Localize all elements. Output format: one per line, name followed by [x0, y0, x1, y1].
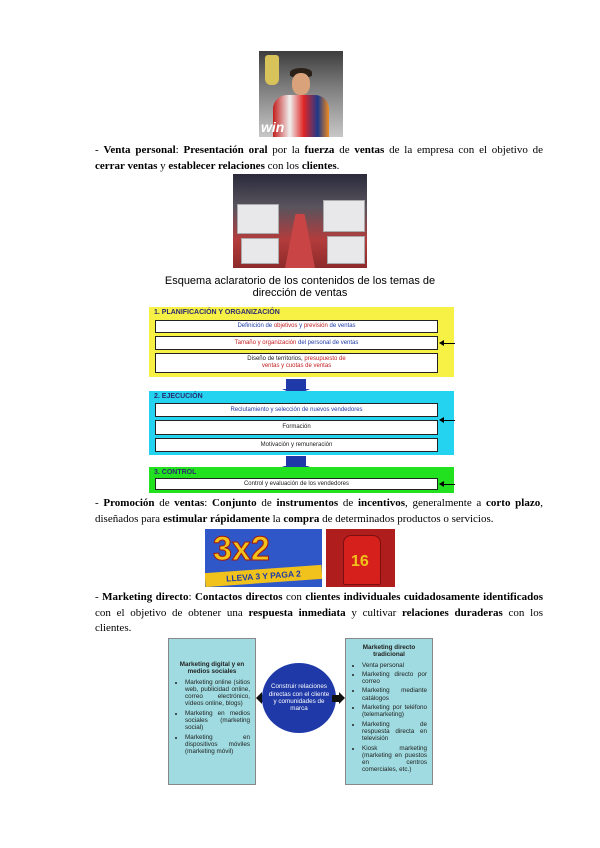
shirt-number: 16	[351, 553, 369, 570]
feedback-arrow	[443, 484, 455, 485]
list-item: • Venta personal	[362, 662, 427, 669]
marketing-digital-title: Marketing digital y en medios sociales	[179, 661, 245, 676]
marketing-directo-paragraph: - Marketing directo: Contactos directos con clientes individuales cuidadosamente identificados con el objetivo de obtener una respuesta inmediata y cultivar relaciones duraderas con los clientes.	[95, 591, 543, 634]
down-arrow-icon	[286, 379, 306, 389]
marketing-digital-box	[168, 638, 256, 785]
objetivos-box: Definición de objetivos y previsión de ventas	[155, 320, 438, 333]
list-item: • Marketing en dispositivos móviles (marketing móvil)	[185, 734, 250, 756]
diagram-title: Esquema aclaratorio de los contenidos de los temas de dirección de ventas	[164, 275, 436, 299]
formacion-box: Formación	[155, 420, 438, 435]
rider-face-shape	[292, 73, 310, 95]
territorios-box: Diseño de territorios, presupuesto de ventas y cuotas de ventas	[155, 353, 438, 373]
trade-fair-photo	[233, 174, 367, 268]
list-item: • Marketing de respuesta directa en televisión	[362, 721, 427, 743]
shirt-image	[326, 529, 395, 587]
stand-shape	[327, 236, 365, 264]
promo-3x2-image	[205, 529, 322, 587]
right-arrow-icon	[332, 695, 339, 702]
stand-shape	[241, 238, 279, 264]
control-box: Control y evaluación de los vendedores	[155, 478, 438, 490]
stand-shape	[237, 204, 279, 234]
relaciones-circle: Construir relaciones directas con el cliente y comunidades de marca	[262, 663, 336, 733]
motivacion-box: Motivación y remuneración	[155, 438, 438, 452]
feedback-arrow	[443, 420, 455, 421]
list-item: • Marketing en medios sociales (marketing social)	[185, 710, 250, 732]
list-item: • Kiosk marketing (marketing en puestos en centros comerciales, etc.)	[362, 745, 427, 774]
down-arrow-icon	[286, 456, 306, 466]
feedback-arrow	[443, 343, 455, 344]
rider-logo: win	[261, 119, 285, 135]
planificacion-title: 1. PLANIFICACIÓN Y ORGANIZACIÓN	[154, 309, 280, 316]
stand-shape	[323, 200, 365, 232]
tamano-box: Tamaño y organización del personal de ventas	[155, 336, 438, 350]
aisle-carpet-shape	[285, 214, 315, 268]
list-item: • Marketing por teléfono (telemarketing)	[362, 704, 427, 719]
trophy-shape	[265, 55, 279, 85]
promo-3x2-text: 3x2	[213, 530, 270, 568]
promocion-ventas-paragraph: - Promoción de ventas: Conjunto de instrumentos de incentivos, generalmente a corto plazo, diseñados para estimular rápidamente la compra de determinados productos o servicios.	[95, 497, 543, 525]
control-title: 3. CONTROL	[154, 469, 197, 476]
ejecucion-title: 2. EJECUCIÓN	[154, 393, 203, 400]
list-item: • Marketing directo por correo	[362, 671, 427, 686]
promo-banner-text: LLEVA 3 Y PAGA 2	[205, 565, 322, 587]
marketing-tradicional-box	[345, 638, 433, 785]
list-item: • Marketing online (sitios web, publicidad online, correo electrónico, vídeos online, blogs)	[185, 679, 250, 708]
venta-personal-paragraph: - Venta personal: Presentación oral por la fuerza de ventas de la empresa con el objetivo de cerrar ventas y establecer relaciones con los clientes.	[95, 144, 544, 172]
rider-photo	[259, 51, 343, 137]
list-item: • Marketing mediante catálogos	[362, 687, 427, 702]
reclutamiento-box: Reclutamiento y selección de nuevos vendedores	[155, 403, 438, 417]
marketing-tradicional-title: Marketing directo tradicional	[362, 644, 416, 659]
